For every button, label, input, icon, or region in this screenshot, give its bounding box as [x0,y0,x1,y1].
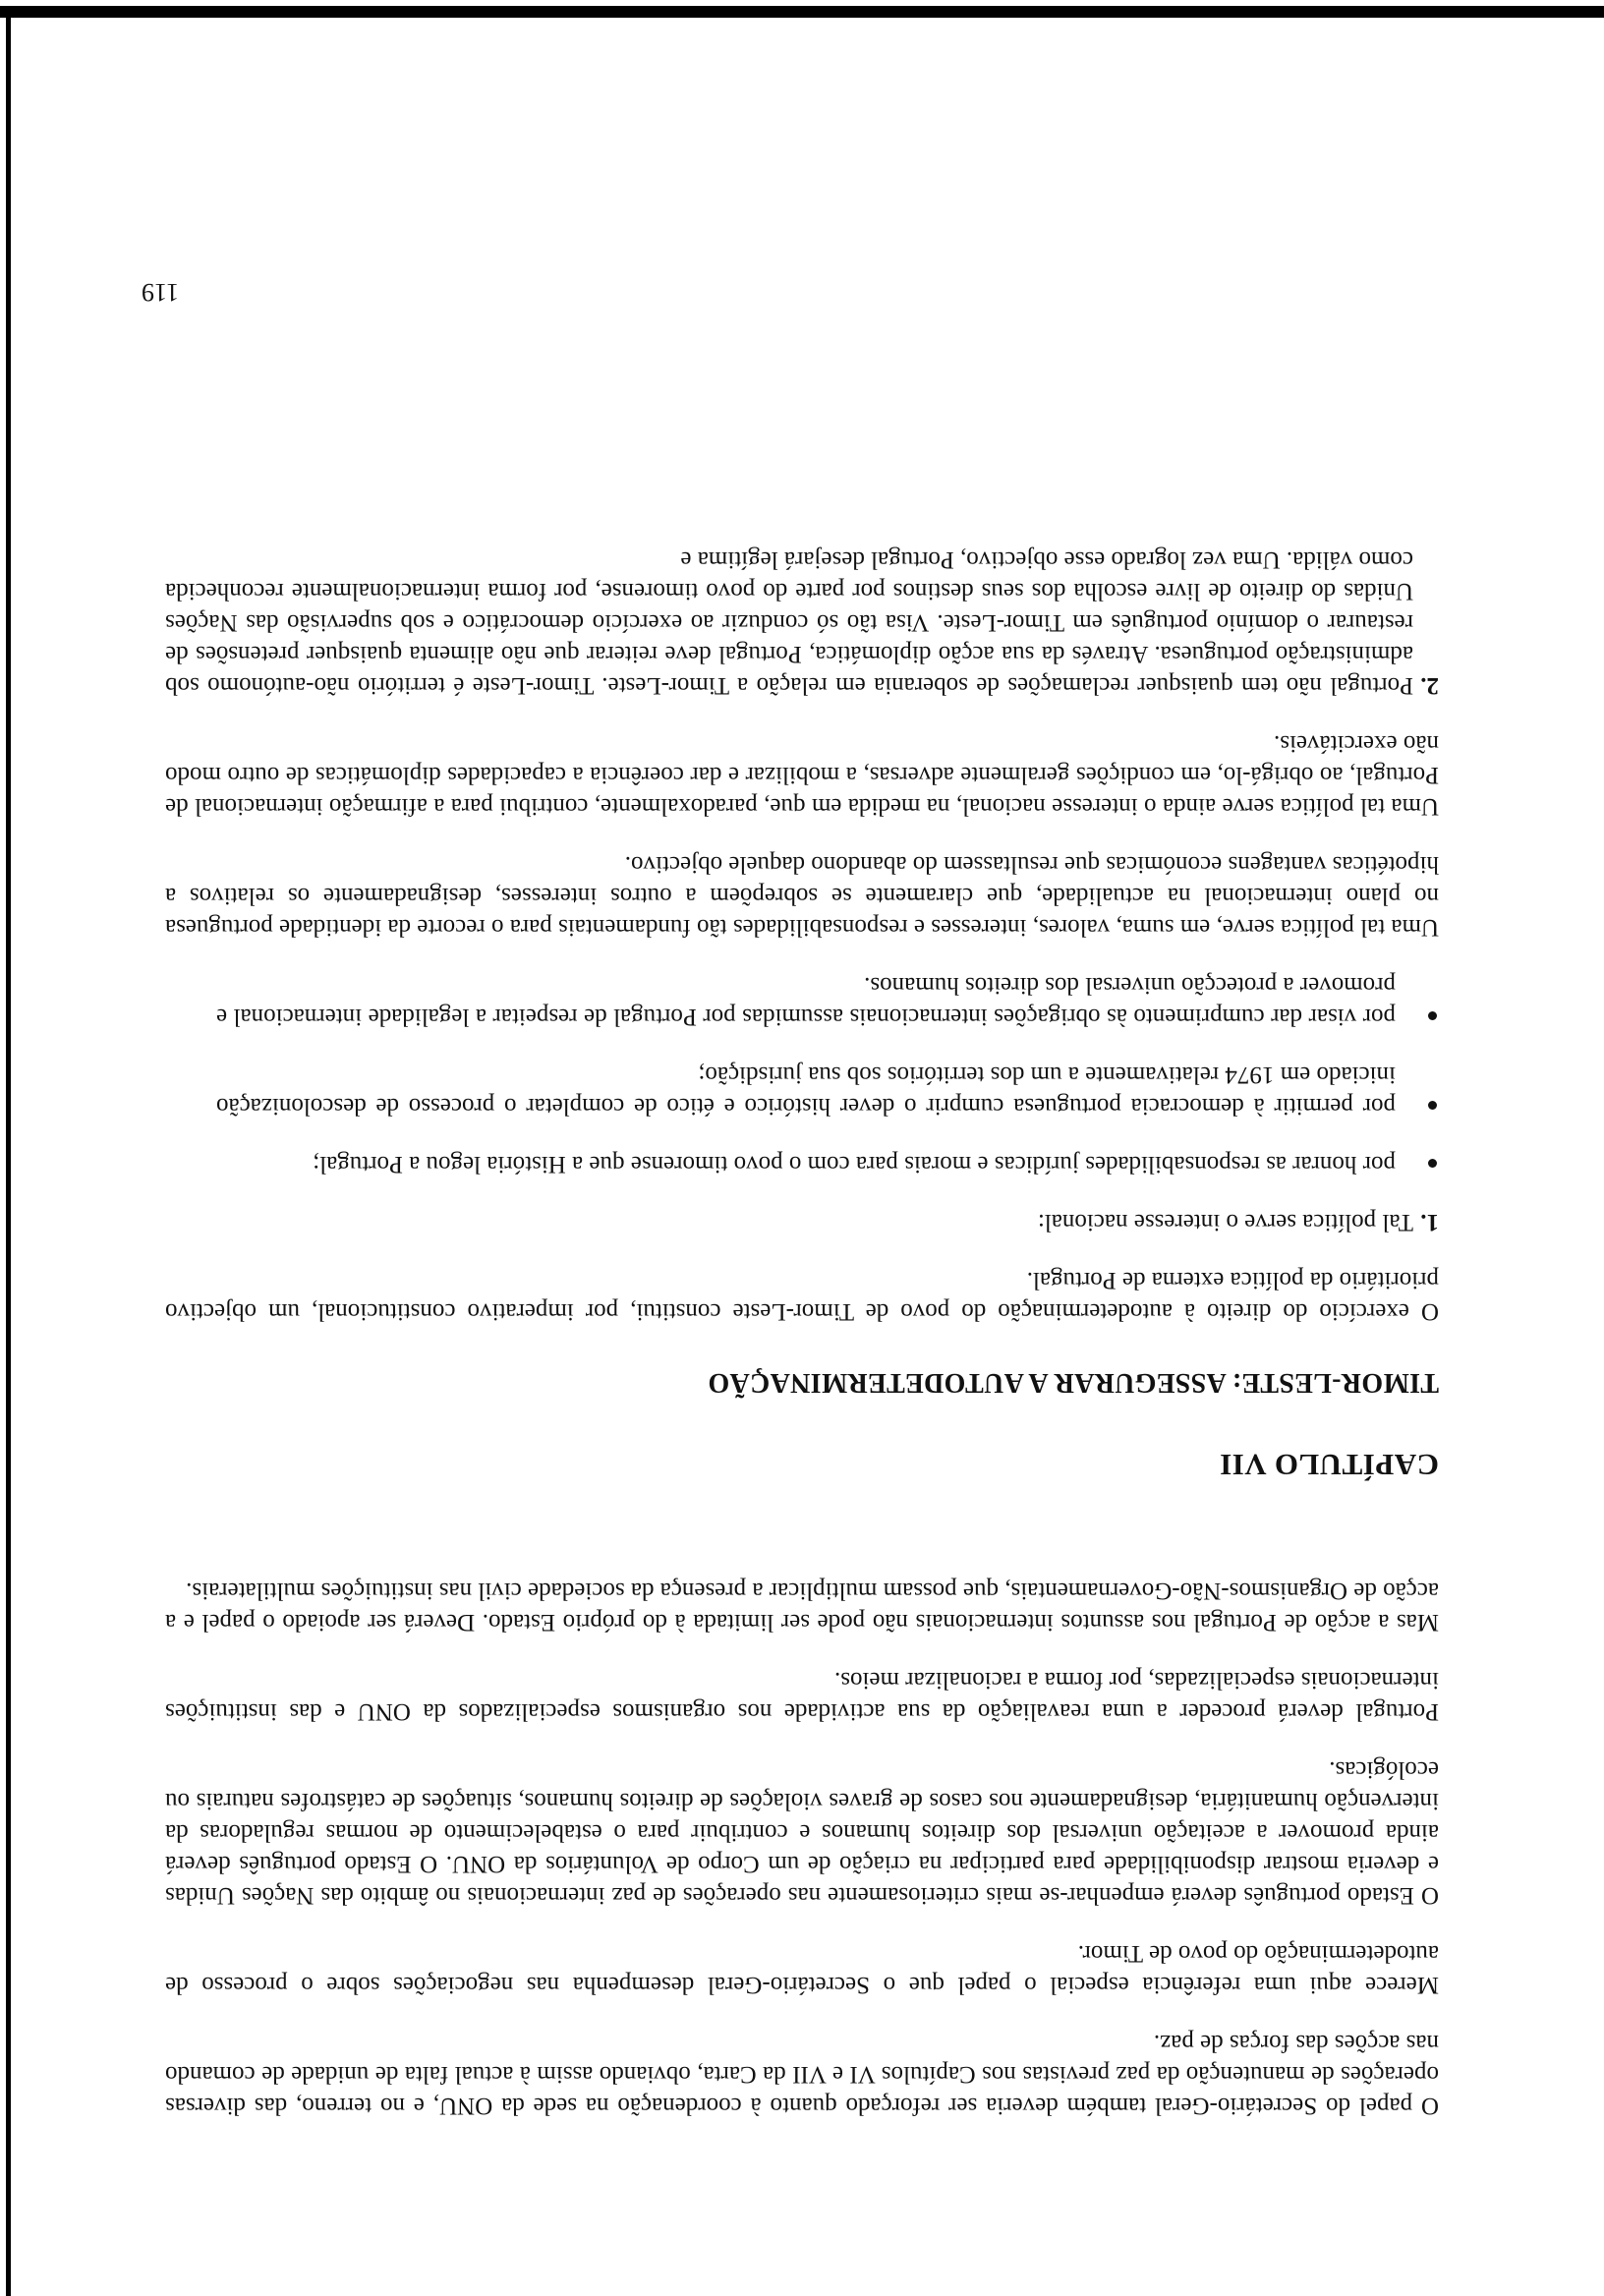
chapter-title: CAPÍTULO VII [1219,1448,1439,1482]
bullet-text: por permitir à democracia portuguesa cumprir o dever histórico e ético de completar o processo de descolonização iniciado em 1974 relativamente a um dos territórios sob sua jurisdição; [216,1062,1396,1119]
point-2-number: 2. [1420,672,1439,699]
paragraph-timor-negotiations: Merece aqui uma referência especial o papel que o Secretário-Geral desempenha nas negociações sobre o processo de autodeterminação do povo de Timor. [165,1940,1439,1998]
page-content [165,544,1439,2121]
paragraph-secretary-general-role: O papel do Secretário-Geral também deveria ser reforçado quanto à coordenação na sede da ONU, e no terreno, das diversas operações de manutenção da paz previstas nos Capítulos VI e VII da Carta, obviando assim à actual falta de unidade de comando nas acções das forças de paz. [165,2030,1439,2119]
section-title: TIMOR-LESTE: ASSEGURAR A AUTODETERMINAÇÃO [708,1367,1439,1398]
bullet-item [216,1059,1439,1121]
bullet-icon [1428,1159,1437,1168]
point-2-text: Portugal não tem quaisquer reclamações de soberania em relação a Timor-Leste. Timor-Leste é território não-autónomo sob administração portuguesa. Através da sua acção diplomática, Portugal deve reiterar que não alimenta quaisquer pretensões de restaurar o domínio português em Timor-Leste. Visa tão só conduzir ao exercício democrático e sob supervisão das Nações Unidas do direito de livre escolha dos seus destinos por parte do povo timorense, por forma internacionalmente reconhecida como válida. Uma vez logrado esse objectivo, Portugal desejará legítima e [165,546,1413,699]
bullet-list [165,969,1439,1179]
bullet-text: por visar dar cumprimento às obrigações internacionais assumidas por Portugal de respeitar a legalidade internacional e promover a protecção universal dos direitos humanos. [216,972,1396,1030]
paragraph-ngo-role: Mas a acção de Portugal nos assuntos internacionais não pode ser limitada à do próprio Estado. Deverá ser apoiado o papel e a acção de Organismos-Não-Governamentais, que possam multiplicar a presença da sociedade civil nas instituições multilaterais. [165,1578,1439,1636]
paragraph-un-agencies: Portugal deverá proceder a uma reavaliação da sua actividade nos organismos especializados da ONU e das instituições internacionais especializadas, por forma a racionalizar meios. [165,1667,1439,1725]
bullet-icon [1428,1101,1437,1110]
bullet-icon [1428,1011,1437,1020]
paragraph-values-interests: Uma tal política serve, em suma, valores, interesses e responsabilidades tão fundamentais para o recorte da identidade portuguesa no plano internacional na actualidade, que claramente se sobrepõem a outros interesses, designadamente os relativos a hipotéticas vantagens económicas que resultassem do abandono daquele objectivo. [165,851,1439,941]
point-2 [165,544,1439,701]
paragraph-international-affirmation: Uma tal política serve ainda o interesse nacional, na medida em que, paradoxalmente, contribui para a afirmação internacional de Portugal, ao obrigá-lo, em condições geralmente adversas, a mobilizar e dar coerência a capacidades diplomáticas de outro modo não exercitáveis. [165,730,1439,820]
page-number: 119 [141,278,179,307]
point-1-number: 1. [1420,1209,1439,1235]
paragraph-peace-operations: O Estado português deverá empenhar-se mais criteriosamente nas operações de paz internacionais no âmbito das Nações Unidas e deveria mostrar disponibilidade para participar na criação de um Corpo de Voluntários da ONU. O Estado português deverá ainda promover a aceitação universal dos direitos humanos e contribuir para o estabelecimento de normas reguladoras da intervenção humanitária, designadamente nos casos de graves violações de direitos humanos, situações de catástrofes naturais ou ecológicas. [165,1756,1439,1909]
intro-paragraph: O exercício do direito à autodeterminação do povo de Timor-Leste constitui, por imperativo constitucional, um objectivo prioritário da política externa de Portugal. [165,1267,1439,1325]
bullet-text: por honrar as responsabilidades jurídicas e morais para com o povo timorense que a História legou a Portugal; [313,1151,1396,1177]
point-1 [165,1206,1439,1237]
bullet-item [216,969,1439,1032]
point-1-text: Tal política serve o interesse nacional: [1037,1209,1413,1235]
bullet-item [216,1148,1439,1179]
